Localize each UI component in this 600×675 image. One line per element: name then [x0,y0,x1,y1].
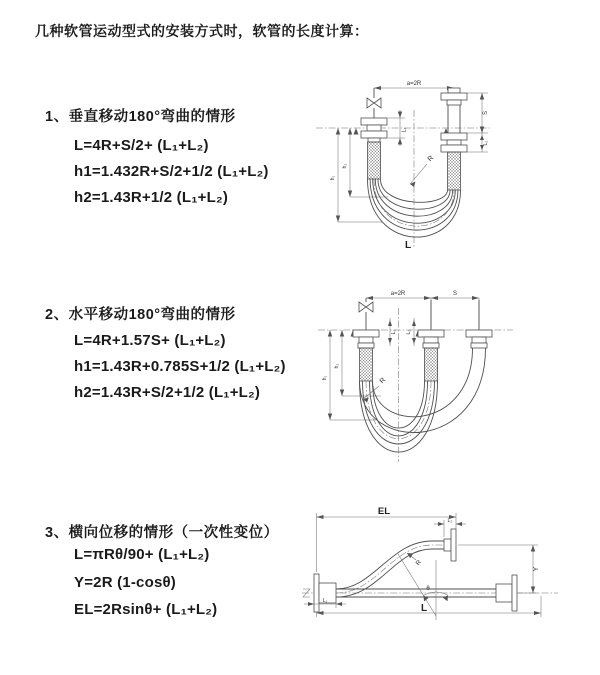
section-1-formula-h2: h2=1.43R+1/2 (L₁+L₂) [74,189,229,206]
travel-label: S [452,291,458,297]
figure-horizontal-180-bend [308,278,598,464]
length-label: L [420,603,428,614]
dim-end2 [434,518,466,537]
right-braided-section [448,152,461,190]
hose-curves-original [360,381,438,452]
figure-vertical-180-bend [308,72,598,254]
length-label: L [404,240,412,251]
extended-label: EL [377,506,391,517]
travel-label: S [483,110,489,116]
dim-end1 [388,318,397,346]
middle-flange [418,300,444,348]
end1-label: L₁ [391,329,397,335]
end1-label: L₁ [322,598,328,604]
offset-label: Y [533,566,540,572]
height2-label: h₂ [342,163,348,169]
dim-span-a2r [374,81,454,93]
left-flange [314,574,336,612]
height1-label: h₁ [322,375,328,381]
end2-label: L₂ [483,140,489,146]
dim-travel-s [431,291,479,328]
section-3-formula-Y: Y=2R (1-cosθ) [74,574,176,591]
radius-label: R [378,376,388,386]
section-1-heading: 1、垂直移动180°弯曲的情形 [45,109,236,125]
left-braided-section [360,348,373,381]
dim-radius [407,553,423,567]
section-2-formula-L: L=4R+1.57S+ (L₁+L₂) [74,332,226,349]
dim-travel-s [467,93,489,152]
section-1-formula-h1: h1=1.432R+S/2+1/2 (L₁+L₂) [74,163,269,180]
end1-label: L₁ [401,127,408,133]
height2-label: h₂ [334,363,340,369]
section-3-formula-L: L=πRθ/90+ (L₁+L₂) [74,546,210,563]
left-braided-section [368,142,381,179]
end2-label: L₂ [447,518,453,524]
section-2-heading: 2、水平移动180°弯曲的情形 [45,307,236,323]
end2-label: L₂ [406,329,412,335]
span-label: a=2R [390,291,406,297]
radius-label: R [414,558,424,568]
section-3-formula-EL: EL=2Rsinθ+ (L₁+L₂) [74,601,218,618]
section-2-formula-h2: h2=1.43R+S/2+1/2 (L₁+L₂) [74,384,261,401]
hose-curves-moved [360,348,486,433]
radius-label: R [426,154,436,164]
left-flange [353,330,379,348]
angle-label: θ [426,586,430,592]
valve-icon [359,298,373,330]
upper-flange [444,529,456,561]
right-flange [441,88,467,152]
figure-lateral-displacement [296,498,600,654]
document-title: 几种软管运动型式的安装方式时，软管的长度计算： [35,23,369,39]
right-flange [496,575,517,611]
section-1-formula-L: L=4R+S/2+ (L₁+L₂) [74,137,209,154]
dim-end1 [304,598,346,608]
dim-end2 [406,318,416,346]
height1-label: h₁ [330,175,336,181]
valve-icon [367,88,381,118]
section-2-formula-h1: h1=1.43R+0.785S+1/2 (L₁+L₂) [74,358,286,375]
span-label: a=2R [406,81,422,87]
right-flange [466,300,492,348]
section-3-heading: 3、横向位移的情形（一次性变位） [45,525,279,541]
left-flange [361,118,387,142]
dim-h2 [334,330,381,396]
middle-braided-section [425,348,438,381]
dim-span-a2r [366,291,431,300]
